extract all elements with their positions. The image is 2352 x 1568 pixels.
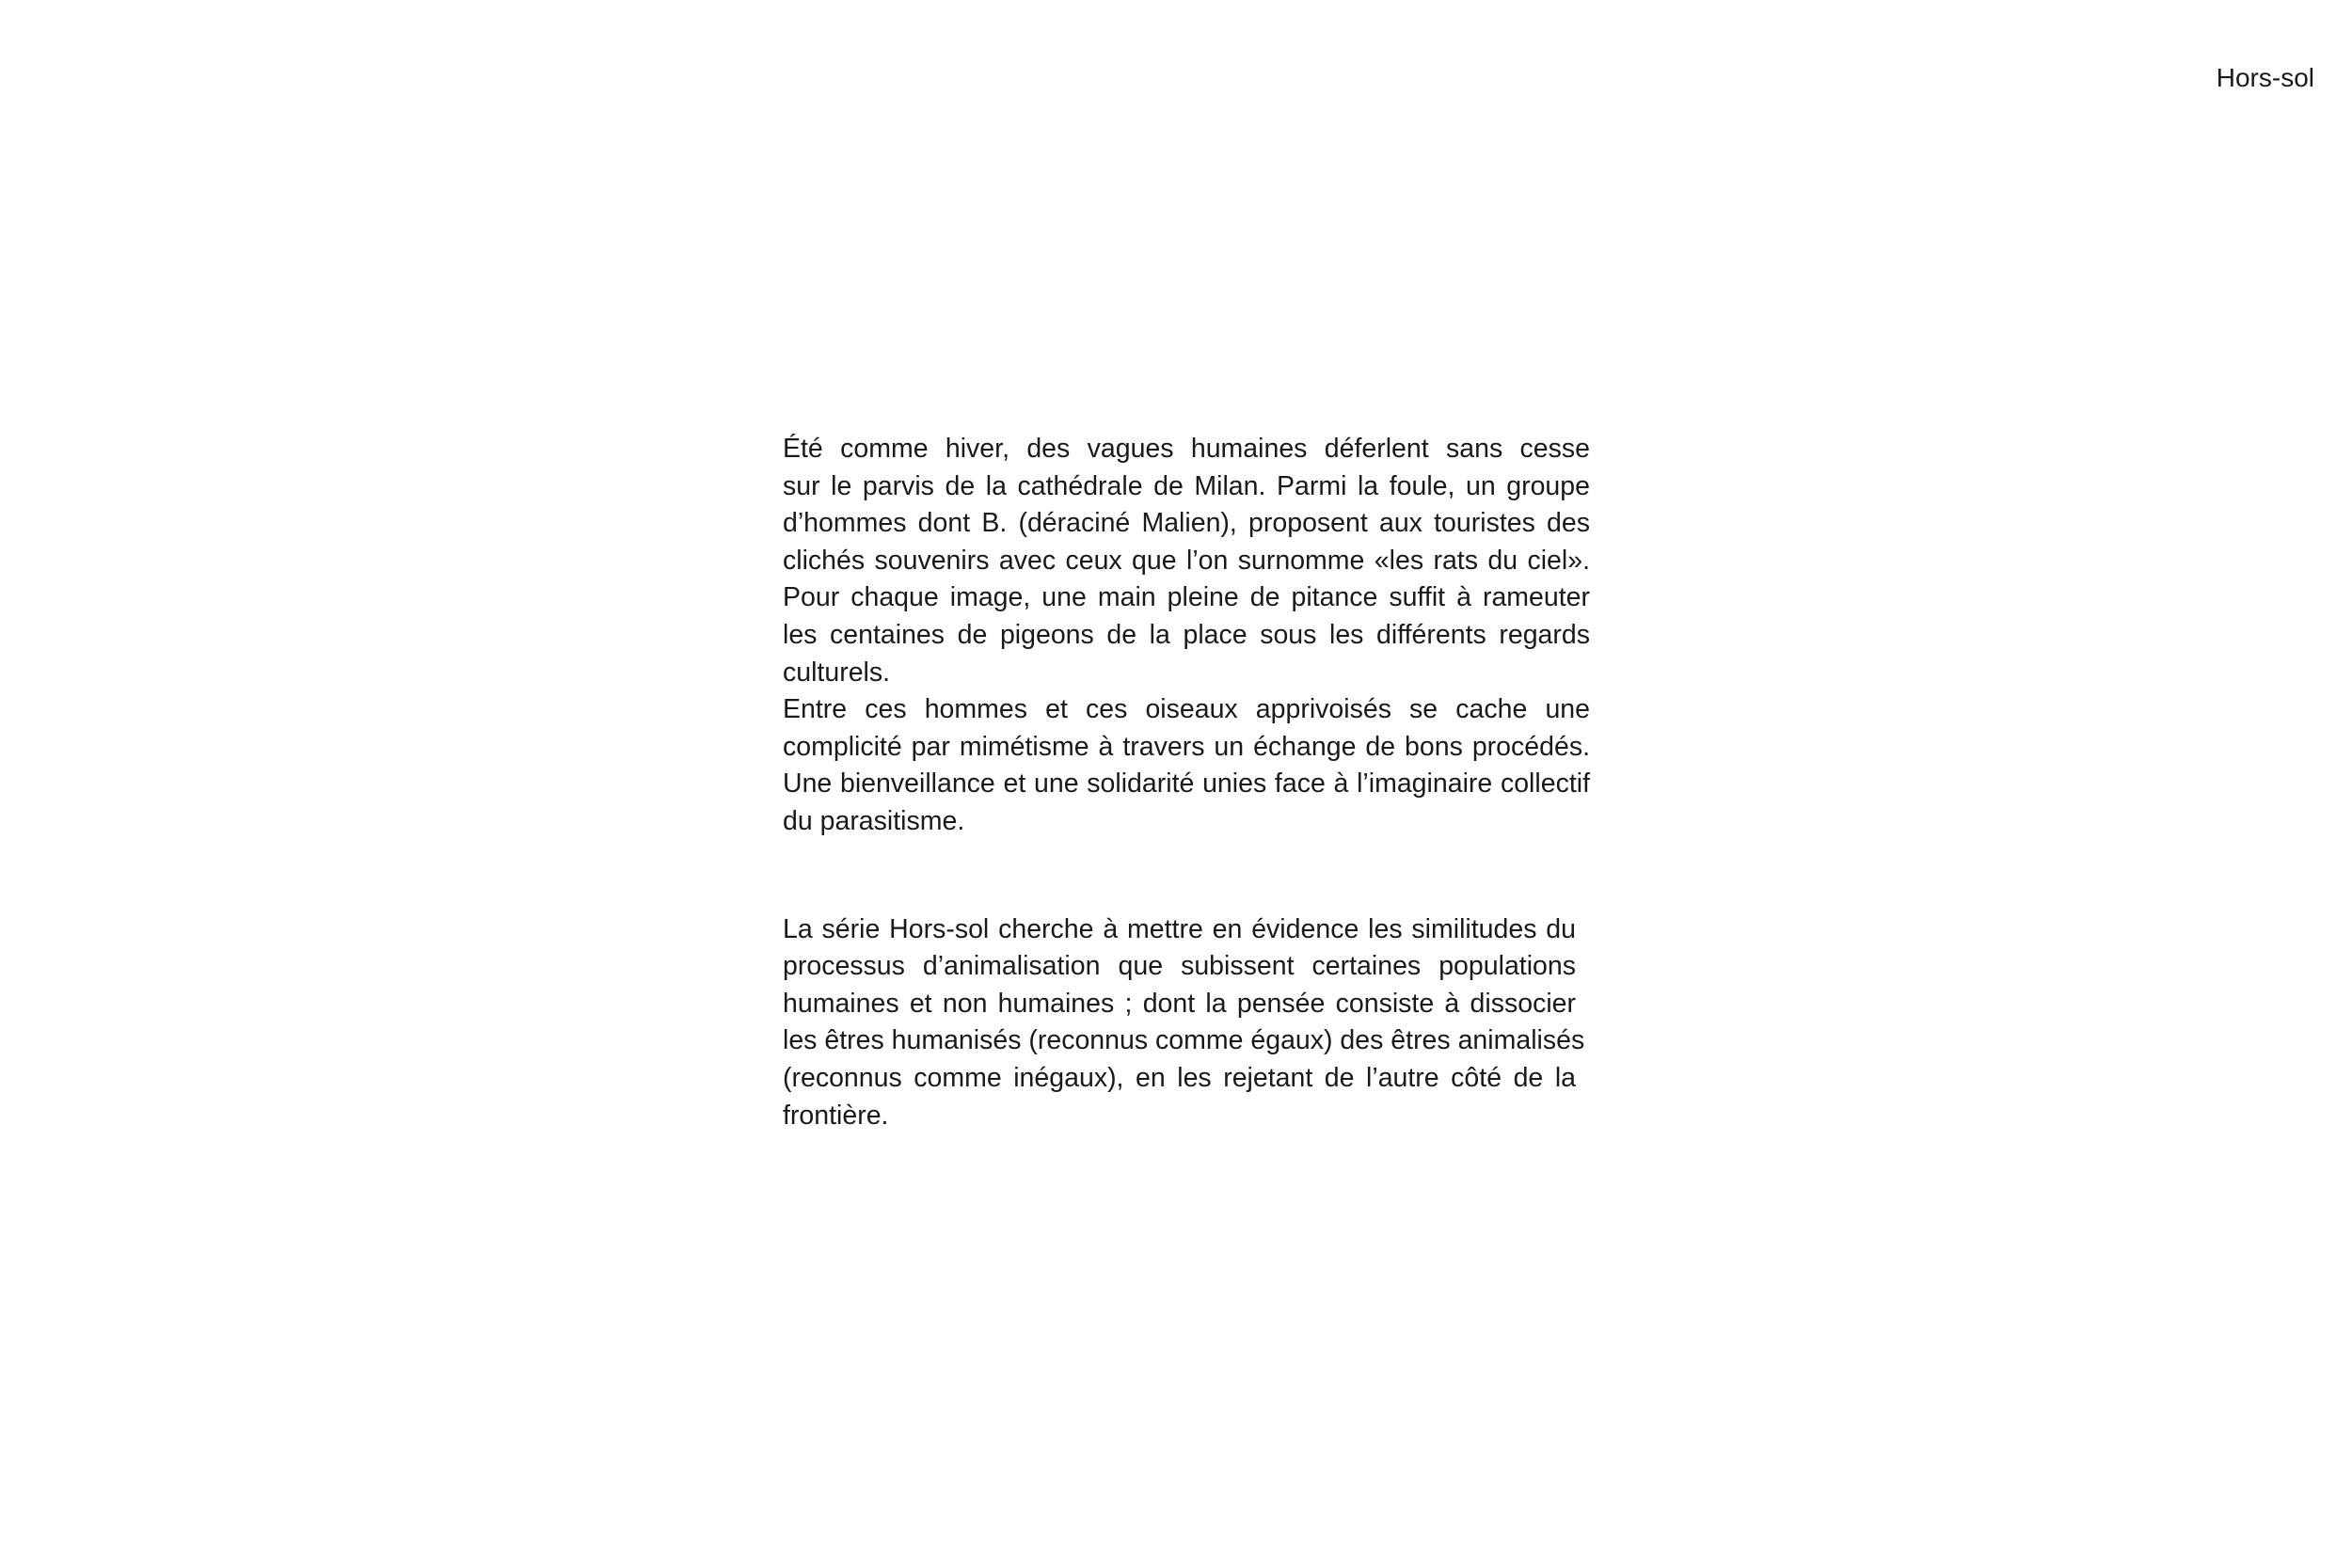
paragraph-2 bbox=[783, 691, 1590, 840]
text-line: sur le parvis de la cathédrale de Milan. Parmi la foule, un groupe bbox=[783, 470, 1590, 501]
text-line: clichés souvenirs avec ceux que l’on surnomme «les rats du ciel». bbox=[783, 545, 1590, 576]
text-line: culturels. bbox=[783, 657, 891, 688]
text-line: les centaines de pigeons de la place sous les différents regards bbox=[783, 619, 1590, 650]
text-line: frontière. bbox=[783, 1100, 889, 1131]
page-header: Hors-sol bbox=[2216, 63, 2314, 92]
text-line: humaines et non humaines ; dont la pensée consiste à dissocier bbox=[783, 988, 1576, 1019]
text-line: complicité par mimétisme à travers un échange de bons procédés. bbox=[783, 731, 1590, 762]
text-line: les êtres humanisés (reconnus comme égaux) des êtres animalisés bbox=[783, 1025, 1585, 1056]
text-line: du parasitisme. bbox=[783, 805, 965, 836]
text-block-2 bbox=[783, 911, 1585, 1135]
text-block-1 bbox=[783, 431, 1590, 841]
paragraph-1 bbox=[783, 431, 1590, 691]
paragraph-3 bbox=[783, 911, 1585, 1135]
text-line: La série Hors-sol cherche à mettre en évidence les similitudes du bbox=[783, 913, 1576, 944]
text-line: (reconnus comme inégaux), en les rejetant de l’autre côté de la bbox=[783, 1062, 1576, 1093]
text-column bbox=[783, 431, 1590, 1134]
text-line: d’hommes dont B. (déraciné Malien), proposent aux touristes des bbox=[783, 508, 1590, 539]
text-line: Entre ces hommes et ces oiseaux apprivoisés se cache une bbox=[783, 694, 1590, 725]
text-line: Pour chaque image, une main pleine de pitance suffit à rameuter bbox=[783, 582, 1590, 613]
text-line: processus d’animalisation que subissent certaines populations bbox=[783, 951, 1576, 982]
text-line: Une bienveillance et une solidarité unies face à l’imaginaire collectif bbox=[783, 768, 1590, 800]
text-line: Été comme hiver, des vagues humaines déferlent sans cesse bbox=[783, 434, 1590, 464]
